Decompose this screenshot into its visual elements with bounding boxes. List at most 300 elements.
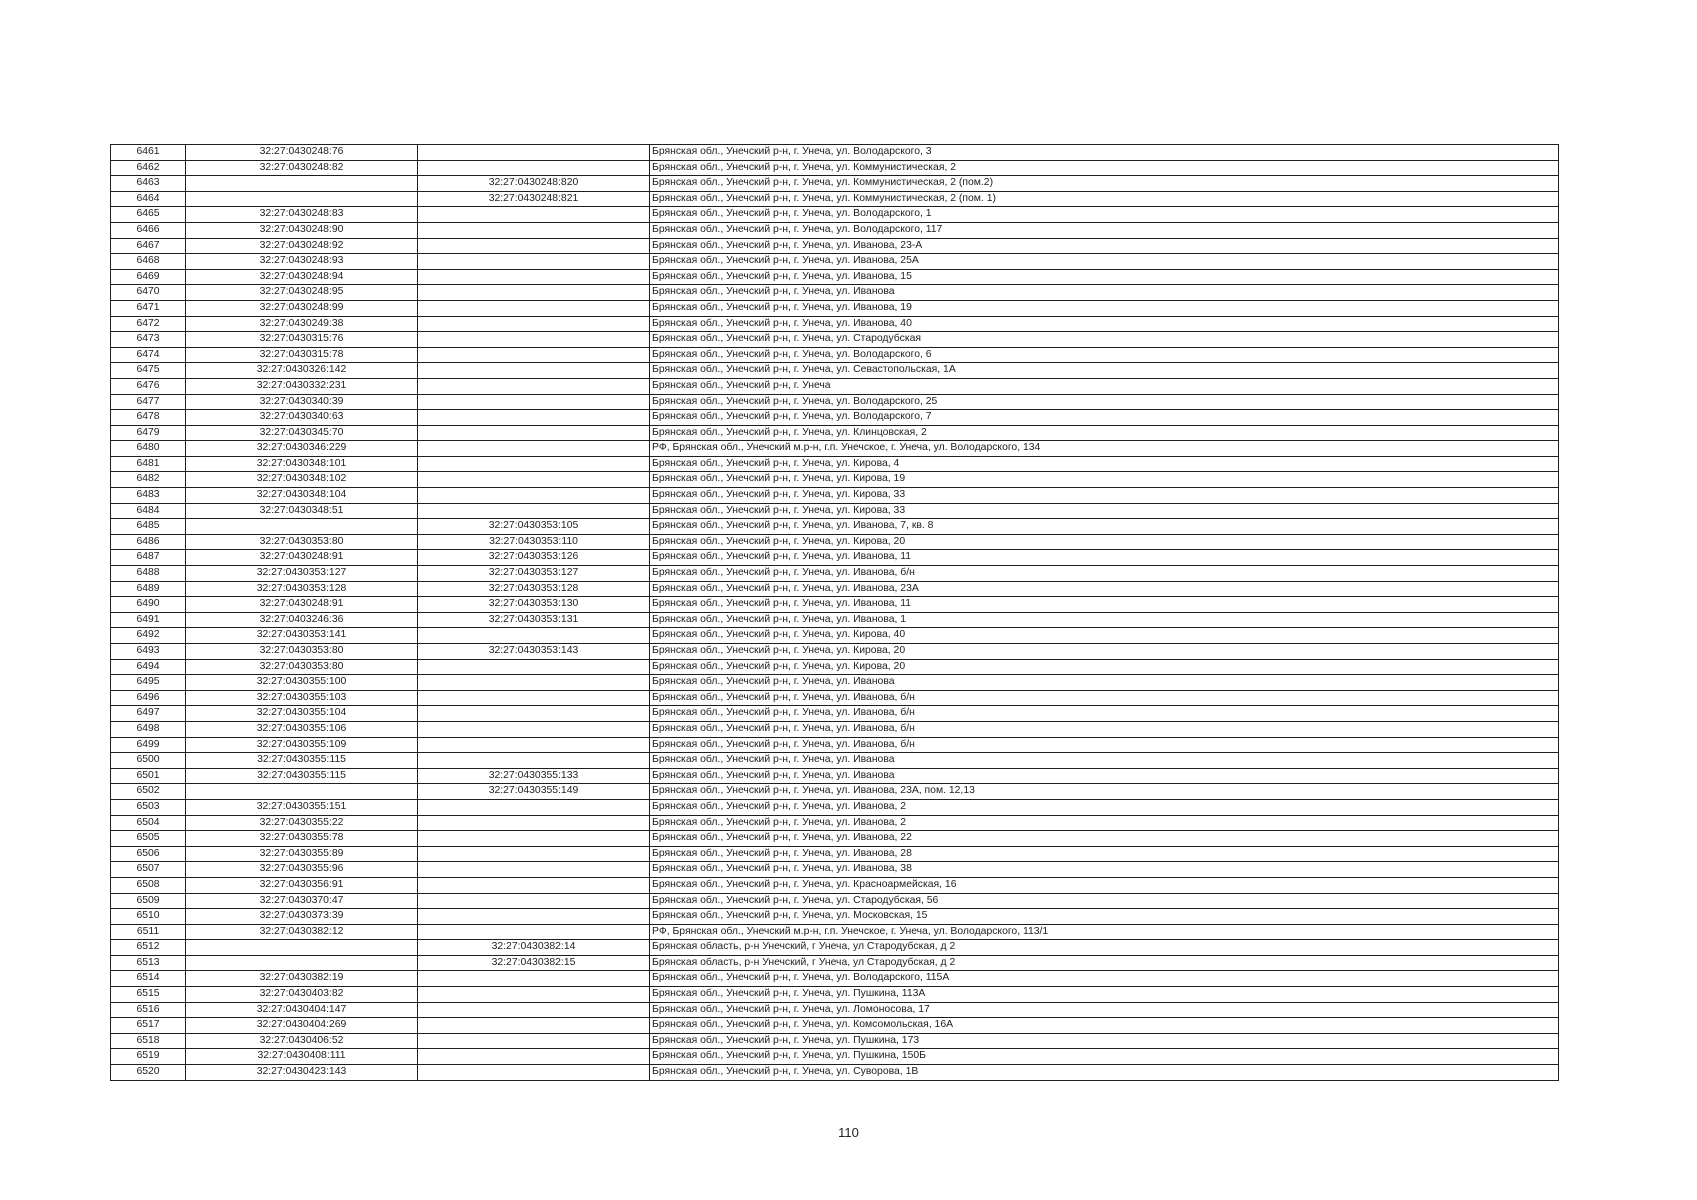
- row-number-cell: 6496: [111, 690, 186, 706]
- row-number-cell: 6498: [111, 721, 186, 737]
- cadastral-number-cell: 32:27:0430355:115: [186, 753, 418, 769]
- row-number-cell: 6499: [111, 737, 186, 753]
- table-row: [111, 987, 1559, 1003]
- related-cadastral-number-cell: [418, 472, 650, 488]
- table-row: [111, 1033, 1559, 1049]
- table-row: [111, 550, 1559, 566]
- row-number-cell: 6512: [111, 940, 186, 956]
- table-row: [111, 160, 1559, 176]
- row-number-cell: 6462: [111, 160, 186, 176]
- related-cadastral-number-cell: [418, 456, 650, 472]
- row-number-cell: 6520: [111, 1065, 186, 1081]
- table-row: [111, 1049, 1559, 1065]
- cadastral-number-cell: 32:27:0430356:91: [186, 877, 418, 893]
- related-cadastral-number-cell: [418, 831, 650, 847]
- table-row: [111, 597, 1559, 613]
- row-number-cell: 6491: [111, 612, 186, 628]
- address-cell: Брянская обл., Унечский р-н, г. Унеча, ул. Пушкина, 113А: [650, 987, 1559, 1003]
- related-cadastral-number-cell: [418, 238, 650, 254]
- table-row: [111, 971, 1559, 987]
- row-number-cell: 6513: [111, 955, 186, 971]
- cadastral-number-cell: 32:27:0430353:80: [186, 644, 418, 660]
- table-row: [111, 425, 1559, 441]
- row-number-cell: 6509: [111, 893, 186, 909]
- address-cell: Брянская обл., Унечский р-н, г. Унеча, ул. Иванова, 11: [650, 550, 1559, 566]
- address-cell: Брянская обл., Унечский р-н, г. Унеча, ул. Кирова, 33: [650, 488, 1559, 504]
- address-cell: Брянская обл., Унечский р-н, г. Унеча, ул. Иванова, 2: [650, 815, 1559, 831]
- related-cadastral-number-cell: [418, 145, 650, 161]
- address-cell: Брянская обл., Унечский р-н, г. Унеча, ул. Кирова, 20: [650, 644, 1559, 660]
- cadastral-number-cell: 32:27:0430326:142: [186, 363, 418, 379]
- table-row: [111, 784, 1559, 800]
- row-number-cell: 6506: [111, 846, 186, 862]
- row-number-cell: 6477: [111, 394, 186, 410]
- cadastral-number-cell: [186, 176, 418, 192]
- table-row: [111, 768, 1559, 784]
- address-cell: Брянская обл., Унечский р-н, г. Унеча, ул. Володарского, 7: [650, 410, 1559, 426]
- address-cell: Брянская обл., Унечский р-н, г. Унеча, ул. Иванова, б/н: [650, 690, 1559, 706]
- related-cadastral-number-cell: [418, 410, 650, 426]
- related-cadastral-number-cell: [418, 332, 650, 348]
- table-row: [111, 503, 1559, 519]
- cadastral-number-cell: 32:27:0430345:70: [186, 425, 418, 441]
- row-number-cell: 6503: [111, 799, 186, 815]
- related-cadastral-number-cell: [418, 675, 650, 691]
- address-cell: Брянская обл., Унечский р-н, г. Унеча, ул. Иванова, 19: [650, 300, 1559, 316]
- table-row: [111, 347, 1559, 363]
- related-cadastral-number-cell: [418, 1065, 650, 1081]
- related-cadastral-number-cell: 32:27:0430248:820: [418, 176, 650, 192]
- cadastral-number-cell: 32:27:0430353:80: [186, 659, 418, 675]
- address-cell: Брянская область, р-н Унечский, г Унеча, ул Стародубская, д 2: [650, 940, 1559, 956]
- address-cell: Брянская обл., Унечский р-н, г. Унеча, ул. Иванова, 15: [650, 269, 1559, 285]
- table-row: [111, 300, 1559, 316]
- table-row: [111, 846, 1559, 862]
- row-number-cell: 6472: [111, 316, 186, 332]
- cadastral-number-cell: 32:27:0430423:143: [186, 1065, 418, 1081]
- table-row: [111, 456, 1559, 472]
- table-row: [111, 644, 1559, 660]
- cadastral-number-cell: 32:27:0430355:115: [186, 768, 418, 784]
- row-number-cell: 6515: [111, 987, 186, 1003]
- related-cadastral-number-cell: [418, 300, 650, 316]
- cadastral-number-cell: 32:27:0430355:22: [186, 815, 418, 831]
- table-row: [111, 207, 1559, 223]
- cadastral-number-cell: 32:27:0430355:109: [186, 737, 418, 753]
- address-cell: Брянская обл., Унечский р-н, г. Унеча, ул. Иванова, 2: [650, 799, 1559, 815]
- row-number-cell: 6505: [111, 831, 186, 847]
- table-row: [111, 815, 1559, 831]
- address-cell: Брянская обл., Унечский р-н, г. Унеча, ул. Володарского, 115А: [650, 971, 1559, 987]
- address-cell: Брянская обл., Унечский р-н, г. Унеча, ул. Иванова, 38: [650, 862, 1559, 878]
- cadastral-number-cell: 32:27:0430348:102: [186, 472, 418, 488]
- table-row: [111, 612, 1559, 628]
- row-number-cell: 6476: [111, 378, 186, 394]
- related-cadastral-number-cell: 32:27:0430382:15: [418, 955, 650, 971]
- table-row: [111, 254, 1559, 270]
- cadastral-number-cell: 32:27:0430248:94: [186, 269, 418, 285]
- table-row: [111, 472, 1559, 488]
- table-row: [111, 940, 1559, 956]
- related-cadastral-number-cell: 32:27:0430353:126: [418, 550, 650, 566]
- address-cell: Брянская обл., Унечский р-н, г. Унеча, ул. Володарского, 3: [650, 145, 1559, 161]
- cadastral-number-cell: 32:27:0430404:269: [186, 1018, 418, 1034]
- cadastral-number-cell: 32:27:0430248:76: [186, 145, 418, 161]
- table-row: [111, 1002, 1559, 1018]
- row-number-cell: 6516: [111, 1002, 186, 1018]
- address-cell: Брянская обл., Унечский р-н, г. Унеча, ул. Володарского, 25: [650, 394, 1559, 410]
- table-row: [111, 675, 1559, 691]
- cadastral-number-cell: 32:27:0430315:76: [186, 332, 418, 348]
- cadastral-number-cell: 32:27:0430355:78: [186, 831, 418, 847]
- address-cell: Брянская обл., Унечский р-н, г. Унеча, ул. Иванова, б/н: [650, 737, 1559, 753]
- table-row: [111, 238, 1559, 254]
- cadastral-number-cell: 32:27:0430353:128: [186, 581, 418, 597]
- register-table-body: [111, 145, 1559, 1081]
- table-row: [111, 145, 1559, 161]
- related-cadastral-number-cell: 32:27:0430355:133: [418, 768, 650, 784]
- address-cell: Брянская обл., Унечский р-н, г. Унеча, ул. Коммунистическая, 2 (пом. 1): [650, 191, 1559, 207]
- cadastral-number-cell: 32:27:0430248:95: [186, 285, 418, 301]
- row-number-cell: 6475: [111, 363, 186, 379]
- address-cell: РФ, Брянская обл., Унечский м.р-н, г.п. Унечское, г. Унеча, ул. Володарского, 113/1: [650, 924, 1559, 940]
- related-cadastral-number-cell: [418, 1033, 650, 1049]
- cadastral-number-cell: 32:27:0430355:96: [186, 862, 418, 878]
- related-cadastral-number-cell: [418, 378, 650, 394]
- address-cell: Брянская обл., Унечский р-н, г. Унеча, ул. Иванова, б/н: [650, 721, 1559, 737]
- address-cell: Брянская обл., Унечский р-н, г. Унеча, ул. Ломоносова, 17: [650, 1002, 1559, 1018]
- row-number-cell: 6497: [111, 706, 186, 722]
- table-row: [111, 441, 1559, 457]
- row-number-cell: 6495: [111, 675, 186, 691]
- row-number-cell: 6461: [111, 145, 186, 161]
- related-cadastral-number-cell: [418, 924, 650, 940]
- row-number-cell: 6518: [111, 1033, 186, 1049]
- cadastral-number-cell: 32:27:0430340:39: [186, 394, 418, 410]
- related-cadastral-number-cell: [418, 815, 650, 831]
- row-number-cell: 6463: [111, 176, 186, 192]
- cadastral-number-cell: 32:27:0430340:63: [186, 410, 418, 426]
- cadastral-number-cell: 32:27:0430346:229: [186, 441, 418, 457]
- related-cadastral-number-cell: 32:27:0430382:14: [418, 940, 650, 956]
- row-number-cell: 6504: [111, 815, 186, 831]
- address-cell: Брянская обл., Унечский р-н, г. Унеча, ул. Иванова, 40: [650, 316, 1559, 332]
- related-cadastral-number-cell: [418, 254, 650, 270]
- cadastral-number-cell: 32:27:0430249:38: [186, 316, 418, 332]
- address-cell: Брянская обл., Унечский р-н, г. Унеча, ул. Володарского, 1: [650, 207, 1559, 223]
- row-number-cell: 6484: [111, 503, 186, 519]
- row-number-cell: 6508: [111, 877, 186, 893]
- table-row: [111, 909, 1559, 925]
- row-number-cell: 6478: [111, 410, 186, 426]
- table-row: [111, 519, 1559, 535]
- cadastral-number-cell: 32:27:0430355:100: [186, 675, 418, 691]
- related-cadastral-number-cell: [418, 690, 650, 706]
- related-cadastral-number-cell: [418, 222, 650, 238]
- address-cell: Брянская обл., Унечский р-н, г. Унеча, ул. Иванова, 1: [650, 612, 1559, 628]
- row-number-cell: 6493: [111, 644, 186, 660]
- address-cell: Брянская обл., Унечский р-н, г. Унеча, ул. Иванова, 11: [650, 597, 1559, 613]
- table-row: [111, 893, 1559, 909]
- related-cadastral-number-cell: 32:27:0430353:130: [418, 597, 650, 613]
- cadastral-number-cell: 32:27:0430370:47: [186, 893, 418, 909]
- address-cell: Брянская обл., Унечский р-н, г. Унеча, ул. Московская, 15: [650, 909, 1559, 925]
- related-cadastral-number-cell: [418, 160, 650, 176]
- row-number-cell: 6470: [111, 285, 186, 301]
- table-row: [111, 721, 1559, 737]
- table-row: [111, 488, 1559, 504]
- related-cadastral-number-cell: [418, 721, 650, 737]
- related-cadastral-number-cell: 32:27:0430353:128: [418, 581, 650, 597]
- row-number-cell: 6483: [111, 488, 186, 504]
- address-cell: Брянская обл., Унечский р-н, г. Унеча, ул. Иванова: [650, 768, 1559, 784]
- row-number-cell: 6519: [111, 1049, 186, 1065]
- cadastral-number-cell: 32:27:0430248:91: [186, 550, 418, 566]
- cadastral-number-cell: 32:27:0430248:93: [186, 254, 418, 270]
- row-number-cell: 6467: [111, 238, 186, 254]
- address-cell: Брянская обл., Унечский р-н, г. Унеча, ул. Кирова, 40: [650, 628, 1559, 644]
- related-cadastral-number-cell: [418, 394, 650, 410]
- address-cell: Брянская обл., Унечский р-н, г. Унеча, ул. Пушкина, 173: [650, 1033, 1559, 1049]
- related-cadastral-number-cell: [418, 347, 650, 363]
- table-row: [111, 176, 1559, 192]
- cadastral-number-cell: 32:27:0430248:83: [186, 207, 418, 223]
- row-number-cell: 6480: [111, 441, 186, 457]
- address-cell: Брянская обл., Унечский р-н, г. Унеча, ул. Иванова, 23-А: [650, 238, 1559, 254]
- related-cadastral-number-cell: 32:27:0430248:821: [418, 191, 650, 207]
- address-cell: Брянская обл., Унечский р-н, г. Унеча, ул. Кирова, 19: [650, 472, 1559, 488]
- related-cadastral-number-cell: [418, 706, 650, 722]
- cadastral-number-cell: 32:27:0430355:106: [186, 721, 418, 737]
- address-cell: Брянская обл., Унечский р-н, г. Унеча, ул. Кирова, 4: [650, 456, 1559, 472]
- row-number-cell: 6487: [111, 550, 186, 566]
- row-number-cell: 6507: [111, 862, 186, 878]
- table-row: [111, 799, 1559, 815]
- table-row: [111, 628, 1559, 644]
- related-cadastral-number-cell: [418, 285, 650, 301]
- row-number-cell: 6464: [111, 191, 186, 207]
- table-row: [111, 955, 1559, 971]
- related-cadastral-number-cell: [418, 987, 650, 1003]
- table-row: [111, 1065, 1559, 1081]
- address-cell: Брянская обл., Унечский р-н, г. Унеча, ул. Иванова, б/н: [650, 566, 1559, 582]
- related-cadastral-number-cell: 32:27:0430353:105: [418, 519, 650, 535]
- cadastral-number-cell: 32:27:0430248:90: [186, 222, 418, 238]
- address-cell: Брянская обл., Унечский р-н, г. Унеча, ул. Клинцовская, 2: [650, 425, 1559, 441]
- page-number: 110: [838, 1125, 859, 1140]
- row-number-cell: 6517: [111, 1018, 186, 1034]
- row-number-cell: 6469: [111, 269, 186, 285]
- table-row: [111, 566, 1559, 582]
- address-cell: Брянская обл., Унечский р-н, г. Унеча, ул. Коммунистическая, 2 (пом.2): [650, 176, 1559, 192]
- related-cadastral-number-cell: [418, 909, 650, 925]
- address-cell: Брянская обл., Унечский р-н, г. Унеча, ул. Иванова: [650, 753, 1559, 769]
- address-cell: Брянская обл., Унечский р-н, г. Унеча, ул. Иванова, 22: [650, 831, 1559, 847]
- related-cadastral-number-cell: [418, 207, 650, 223]
- cadastral-number-cell: [186, 519, 418, 535]
- table-row: [111, 659, 1559, 675]
- related-cadastral-number-cell: [418, 1018, 650, 1034]
- table-row: [111, 1018, 1559, 1034]
- related-cadastral-number-cell: [418, 893, 650, 909]
- table-row: [111, 581, 1559, 597]
- table-row: [111, 753, 1559, 769]
- address-cell: Брянская обл., Унечский р-н, г. Унеча, ул. Коммунистическая, 2: [650, 160, 1559, 176]
- address-cell: Брянская обл., Унечский р-н, г. Унеча, ул. Пушкина, 150Б: [650, 1049, 1559, 1065]
- related-cadastral-number-cell: 32:27:0430353:110: [418, 534, 650, 550]
- table-row: [111, 285, 1559, 301]
- cadastral-number-cell: 32:27:0430332:231: [186, 378, 418, 394]
- row-number-cell: 6511: [111, 924, 186, 940]
- cadastral-number-cell: [186, 955, 418, 971]
- address-cell: Брянская обл., Унечский р-н, г. Унеча, ул. Иванова, б/н: [650, 706, 1559, 722]
- related-cadastral-number-cell: [418, 269, 650, 285]
- table-row: [111, 222, 1559, 238]
- table-row: [111, 332, 1559, 348]
- table-row: [111, 316, 1559, 332]
- cadastral-number-cell: 32:27:0430248:91: [186, 597, 418, 613]
- address-cell: Брянская обл., Унечский р-н, г. Унеча, ул. Суворова, 1В: [650, 1065, 1559, 1081]
- row-number-cell: 6485: [111, 519, 186, 535]
- register-table: [110, 144, 1559, 1081]
- table-row: [111, 394, 1559, 410]
- related-cadastral-number-cell: 32:27:0430353:143: [418, 644, 650, 660]
- related-cadastral-number-cell: [418, 1002, 650, 1018]
- address-cell: Брянская обл., Унечский р-н, г. Унеча, ул. Кирова, 20: [650, 534, 1559, 550]
- related-cadastral-number-cell: 32:27:0430353:131: [418, 612, 650, 628]
- row-number-cell: 6486: [111, 534, 186, 550]
- cadastral-number-cell: 32:27:0430353:127: [186, 566, 418, 582]
- row-number-cell: 6474: [111, 347, 186, 363]
- cadastral-number-cell: [186, 784, 418, 800]
- cadastral-number-cell: 32:27:0430353:141: [186, 628, 418, 644]
- related-cadastral-number-cell: [418, 425, 650, 441]
- address-cell: Брянская обл., Унечский р-н, г. Унеча, ул. Иванова, 28: [650, 846, 1559, 862]
- cadastral-number-cell: 32:27:0430348:51: [186, 503, 418, 519]
- cadastral-number-cell: 32:27:0430355:103: [186, 690, 418, 706]
- table-row: [111, 706, 1559, 722]
- row-number-cell: 6500: [111, 753, 186, 769]
- row-number-cell: 6490: [111, 597, 186, 613]
- document-page: [110, 144, 1558, 1081]
- row-number-cell: 6471: [111, 300, 186, 316]
- cadastral-number-cell: 32:27:0430382:12: [186, 924, 418, 940]
- address-cell: РФ, Брянская обл., Унечский м.р-н, г.п. Унечское, г. Унеча, ул. Володарского, 134: [650, 441, 1559, 457]
- address-cell: Брянская обл., Унечский р-н, г. Унеча, ул. Иванова, 25А: [650, 254, 1559, 270]
- address-cell: Брянская обл., Унечский р-н, г. Унеча, ул. Стародубская, 56: [650, 893, 1559, 909]
- cadastral-number-cell: 32:27:0430348:101: [186, 456, 418, 472]
- row-number-cell: 6473: [111, 332, 186, 348]
- cadastral-number-cell: 32:27:0430315:78: [186, 347, 418, 363]
- related-cadastral-number-cell: [418, 1049, 650, 1065]
- address-cell: Брянская обл., Унечский р-н, г. Унеча, ул. Стародубская: [650, 332, 1559, 348]
- cadastral-number-cell: 32:27:0430248:92: [186, 238, 418, 254]
- row-number-cell: 6468: [111, 254, 186, 270]
- row-number-cell: 6479: [111, 425, 186, 441]
- related-cadastral-number-cell: [418, 441, 650, 457]
- row-number-cell: 6501: [111, 768, 186, 784]
- related-cadastral-number-cell: 32:27:0430355:149: [418, 784, 650, 800]
- address-cell: Брянская обл., Унечский р-н, г. Унеча, ул. Красноармейская, 16: [650, 877, 1559, 893]
- table-row: [111, 363, 1559, 379]
- cadastral-number-cell: 32:27:0430404:147: [186, 1002, 418, 1018]
- related-cadastral-number-cell: [418, 846, 650, 862]
- table-row: [111, 737, 1559, 753]
- address-cell: Брянская обл., Унечский р-н, г. Унеча, ул. Комсомольская, 16А: [650, 1018, 1559, 1034]
- related-cadastral-number-cell: [418, 628, 650, 644]
- table-row: [111, 191, 1559, 207]
- row-number-cell: 6481: [111, 456, 186, 472]
- address-cell: Брянская обл., Унечский р-н, г. Унеча, ул. Иванова: [650, 285, 1559, 301]
- table-row: [111, 690, 1559, 706]
- row-number-cell: 6502: [111, 784, 186, 800]
- related-cadastral-number-cell: [418, 877, 650, 893]
- cadastral-number-cell: 32:27:0430248:82: [186, 160, 418, 176]
- address-cell: Брянская область, р-н Унечский, г Унеча, ул Стародубская, д 2: [650, 955, 1559, 971]
- related-cadastral-number-cell: [418, 971, 650, 987]
- cadastral-number-cell: 32:27:0430355:89: [186, 846, 418, 862]
- table-row: [111, 877, 1559, 893]
- table-row: [111, 534, 1559, 550]
- cadastral-number-cell: 32:27:0403246:36: [186, 612, 418, 628]
- cadastral-number-cell: [186, 940, 418, 956]
- row-number-cell: 6482: [111, 472, 186, 488]
- address-cell: Брянская обл., Унечский р-н, г. Унеча, ул. Иванова, 23А, пом. 12,13: [650, 784, 1559, 800]
- cadastral-number-cell: 32:27:0430355:104: [186, 706, 418, 722]
- row-number-cell: 6510: [111, 909, 186, 925]
- cadastral-number-cell: 32:27:0430406:52: [186, 1033, 418, 1049]
- table-row: [111, 831, 1559, 847]
- table-row: [111, 269, 1559, 285]
- row-number-cell: 6465: [111, 207, 186, 223]
- address-cell: Брянская обл., Унечский р-н, г. Унеча, ул. Володарского, 117: [650, 222, 1559, 238]
- cadastral-number-cell: 32:27:0430373:39: [186, 909, 418, 925]
- related-cadastral-number-cell: [418, 316, 650, 332]
- cadastral-number-cell: 32:27:0430348:104: [186, 488, 418, 504]
- cadastral-number-cell: 32:27:0430408:111: [186, 1049, 418, 1065]
- address-cell: Брянская обл., Унечский р-н, г. Унеча: [650, 378, 1559, 394]
- address-cell: Брянская обл., Унечский р-н, г. Унеча, ул. Кирова, 20: [650, 659, 1559, 675]
- related-cadastral-number-cell: [418, 659, 650, 675]
- row-number-cell: 6489: [111, 581, 186, 597]
- table-row: [111, 378, 1559, 394]
- cadastral-number-cell: 32:27:0430353:80: [186, 534, 418, 550]
- address-cell: Брянская обл., Унечский р-н, г. Унеча, ул. Севастопольская, 1А: [650, 363, 1559, 379]
- related-cadastral-number-cell: [418, 753, 650, 769]
- address-cell: Брянская обл., Унечский р-н, г. Унеча, ул. Иванова, 23А: [650, 581, 1559, 597]
- address-cell: Брянская обл., Унечский р-н, г. Унеча, ул. Иванова: [650, 675, 1559, 691]
- table-row: [111, 410, 1559, 426]
- related-cadastral-number-cell: [418, 799, 650, 815]
- row-number-cell: 6466: [111, 222, 186, 238]
- row-number-cell: 6494: [111, 659, 186, 675]
- related-cadastral-number-cell: [418, 363, 650, 379]
- related-cadastral-number-cell: [418, 737, 650, 753]
- row-number-cell: 6488: [111, 566, 186, 582]
- row-number-cell: 6492: [111, 628, 186, 644]
- address-cell: Брянская обл., Унечский р-н, г. Унеча, ул. Кирова, 33: [650, 503, 1559, 519]
- related-cadastral-number-cell: [418, 488, 650, 504]
- related-cadastral-number-cell: [418, 503, 650, 519]
- cadastral-number-cell: 32:27:0430403:82: [186, 987, 418, 1003]
- cadastral-number-cell: 32:27:0430248:99: [186, 300, 418, 316]
- cadastral-number-cell: 32:27:0430382:19: [186, 971, 418, 987]
- address-cell: Брянская обл., Унечский р-н, г. Унеча, ул. Володарского, 6: [650, 347, 1559, 363]
- table-row: [111, 862, 1559, 878]
- address-cell: Брянская обл., Унечский р-н, г. Унеча, ул. Иванова, 7, кв. 8: [650, 519, 1559, 535]
- cadastral-number-cell: 32:27:0430355:151: [186, 799, 418, 815]
- cadastral-number-cell: [186, 191, 418, 207]
